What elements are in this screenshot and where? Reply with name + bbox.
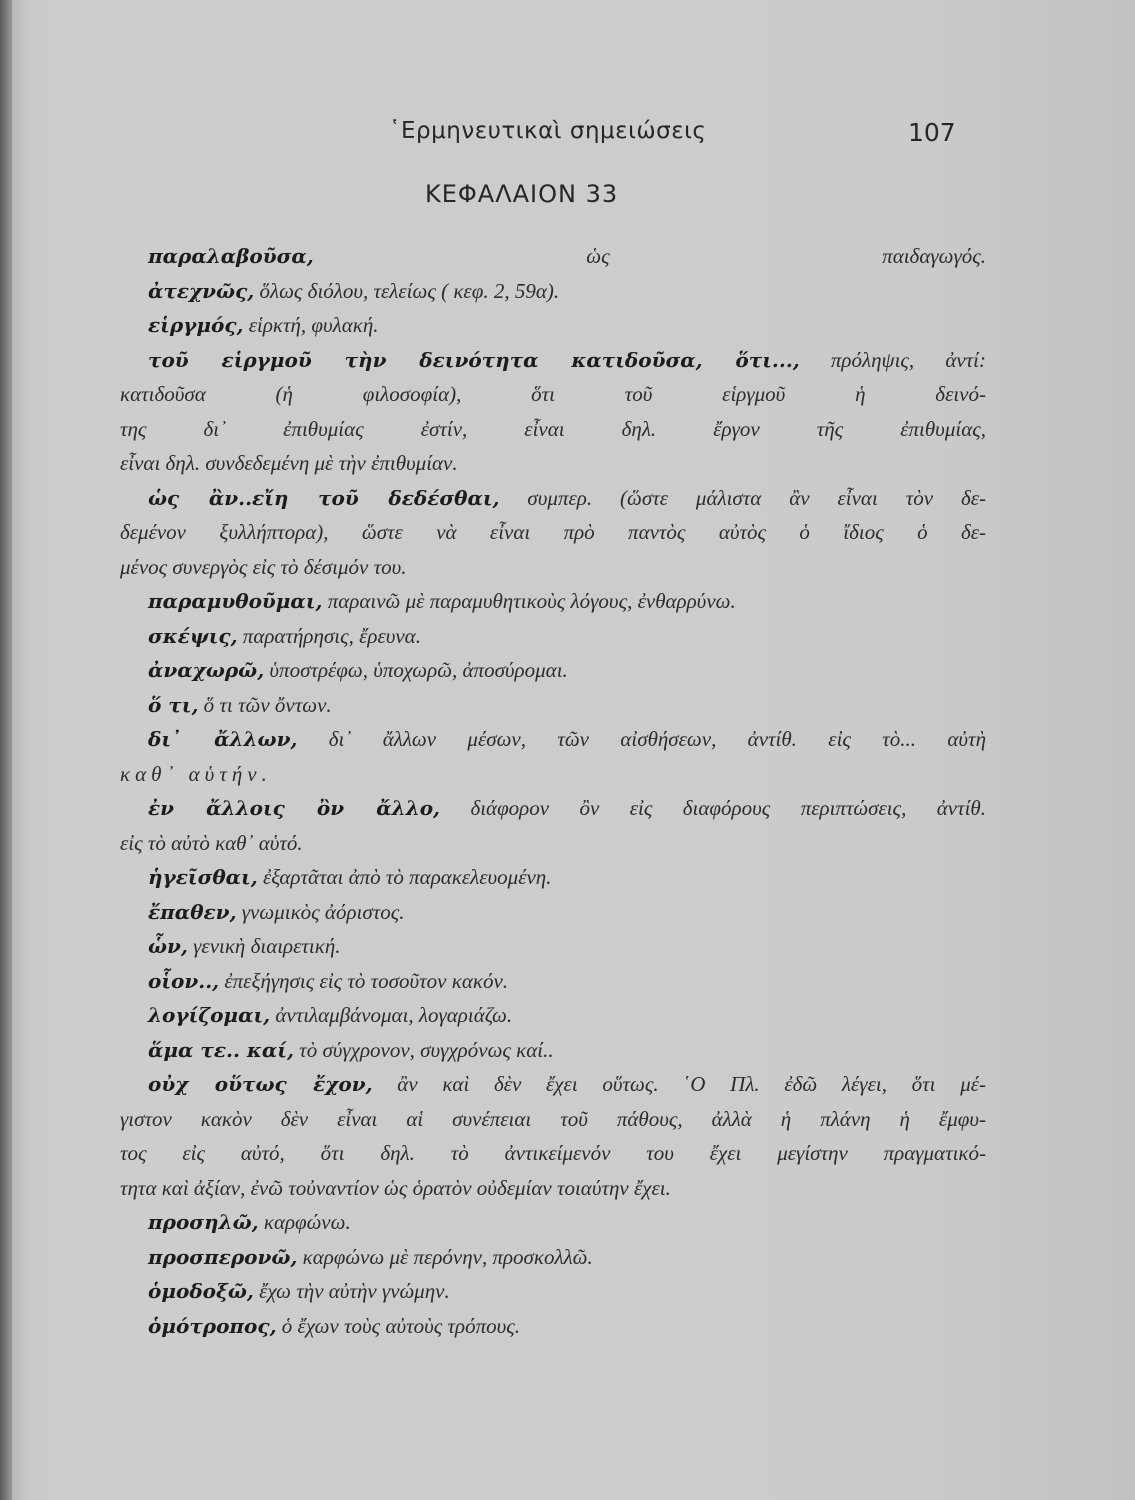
entry-line (148, 1067, 986, 1102)
lemma: ἔπαθεν, (148, 899, 237, 924)
gloss: δεμένον ξυλλήπτορα), ὥστε νὰ εἶναι πρὸ παντὸς αὐτὸς ὁ ἴδιος ὁ δε- (120, 520, 986, 544)
gloss: ἀντιλαμβάνομαι, λογαριάζω. (270, 1003, 513, 1027)
gloss: ἐξαρτᾶται ἀπὸ τὸ παρακελευομένη. (257, 865, 552, 889)
continuation-line (120, 1136, 986, 1171)
gloss: ὅ τι τῶν ὄντων. (198, 692, 332, 717)
lemma: ἀτεχνῶς, (148, 278, 255, 303)
gloss: γενικὴ διαιρετική. (187, 934, 341, 958)
entry-line (148, 791, 986, 826)
lemma: προσπερονῶ, (148, 1244, 298, 1269)
entry-line (148, 239, 986, 274)
gloss: παρατήρησις, ἔρευνα. (237, 623, 421, 648)
gloss: ὅλως διόλου, τελείως ( κεφ. 2, 59α). (254, 278, 560, 303)
entry-line (148, 308, 986, 343)
gloss: πρόληψις, ἀντί: (799, 347, 987, 372)
gloss: καρφώνω μὲ περόνην, προσκολλῶ. (297, 1244, 593, 1269)
lemma: τοῦ εἱργμοῦ τὴν δεινότητα κατιδοῦσα, ὅτι..., (148, 347, 800, 372)
chapter-title: ΚΕΦΑΛΑΙΟΝ 33 (425, 180, 619, 208)
gloss: εἰς τὸ αὐτὸ καθ᾽ αὑτό. (120, 830, 303, 855)
gloss: γνωμικὸς ἀόριστος. (236, 899, 405, 924)
continuation-line (120, 377, 986, 412)
lemma: ἡγεῖσθαι, (148, 865, 258, 889)
lemma: ἀναχωρῶ, (148, 658, 265, 682)
lemma: παραμυθοῦμαι, (148, 589, 323, 613)
continuation-line (120, 515, 986, 550)
lemma: λογίζομαι, (148, 1003, 271, 1027)
entry-line (148, 860, 986, 895)
lemma: ἐν ἄλλοις ὂν ἄλλο, (148, 796, 441, 820)
lemma: σκέψις, (148, 623, 238, 648)
gloss: καθ᾽ αὑτήν. (120, 761, 272, 786)
entry-line (148, 929, 986, 964)
gloss: ὑποστρέφω, ὑποχωρῶ, ἀποσύρομαι. (264, 658, 568, 682)
lemma: ὁμοδοξῶ, (148, 1279, 254, 1303)
lemma: ἅμα τε.. καί, (148, 1037, 294, 1062)
entry-line (148, 688, 986, 723)
entry-line (148, 653, 986, 688)
continuation-line (120, 412, 986, 447)
commentary-body (120, 239, 987, 1343)
lemma: ὅ τι, (148, 692, 199, 717)
gloss: δι᾽ ἄλλων μέσων, τῶν αἰσθήσεων, ἀντίθ. εἰς τὸ... αὐτὴ (297, 727, 986, 751)
entry-line (148, 584, 986, 619)
entry-line (148, 1205, 986, 1240)
lemma: παραλαβοῦσα, (148, 244, 314, 268)
gloss: τητα καὶ ἀξίαν, ἐνῶ τοὐναντίον ὡς ὁρατὸν οὐδεμίαν τοιαύτην ἔχει. (120, 1175, 671, 1200)
entry-line (148, 619, 986, 654)
entry-line (148, 481, 986, 516)
continuation-line (120, 757, 986, 792)
gloss: μένος συνεργὸς εἰς τὸ δέσιμόν του. (120, 554, 407, 579)
continuation-line (120, 446, 986, 481)
gloss: ἐπεξήγησις εἰς τὸ τοσοῦτον κακόν. (219, 968, 509, 993)
lemma: οἷον.., (148, 968, 220, 993)
lemma: ὡς ἂν..εἴη τοῦ δεδέσθαι, (148, 485, 500, 510)
entry-line (148, 1274, 986, 1309)
book-gutter (0, 0, 12, 1500)
lemma: οὐχ οὕτως ἔχον, (148, 1072, 373, 1096)
lemma: ὧν, (148, 934, 188, 958)
entry-line (148, 722, 986, 757)
page-number: 107 (908, 118, 956, 147)
gloss: κατιδοῦσα (ἡ φιλοσοφία), ὅτι τοῦ εἱργμοῦ ἡ δεινό- (120, 382, 986, 406)
lemma: προσηλῶ, (148, 1210, 259, 1234)
entry-line (148, 274, 986, 309)
entry-line (148, 1240, 986, 1275)
continuation-line (120, 1171, 986, 1206)
entry-line (148, 964, 986, 999)
gloss: διάφορον ὂν εἰς διαφόρους περιπτώσεις, ἀντίθ. (440, 796, 987, 820)
running-head: ῾Ερμηνευτικαὶ σημειώσεις (389, 118, 707, 144)
gloss: ἂν καὶ δὲν ἔχει οὕτως. ῾Ο Πλ. ἐδῶ λέγει, ὅτι μέ- (372, 1072, 986, 1096)
gloss: εἶναι δηλ. συνδεδεμένη μὲ τὴν ἐπιθυμίαν. (120, 451, 458, 475)
gloss: παραινῶ μὲ παραμυθητικοὺς λόγους, ἐνθαρρύνω. (322, 589, 736, 613)
gloss: ὁ ἔχων τοὺς αὐτοὺς τρόπους. (276, 1313, 521, 1338)
lemma: δι᾽ ἄλλων, (148, 727, 298, 751)
gloss: γιστον κακὸν δὲν εἶναι αἱ συνέπειαι τοῦ πάθους, ἀλλὰ ἡ πλάνη ἡ ἔμφυ- (120, 1106, 986, 1131)
gloss: ὡς παιδαγωγός. (313, 244, 986, 268)
gloss: συμπερ. (ὥστε μάλιστα ἂν εἶναι τὸν δε- (499, 485, 986, 510)
continuation-line (120, 550, 986, 585)
gloss: καρφώνω. (258, 1210, 351, 1234)
gloss: τὸ σύγχρονον, συγχρόνως καί.. (293, 1037, 554, 1062)
continuation-line (120, 1102, 986, 1137)
entry-line (148, 895, 986, 930)
lemma: εἱργμός, (148, 313, 244, 337)
entry-line (148, 1033, 986, 1068)
continuation-line (120, 826, 986, 861)
entry-line (148, 343, 986, 378)
gloss: ἔχω τὴν αὐτὴν γνώμην. (253, 1279, 450, 1303)
lemma: ὁμότροπος, (148, 1313, 277, 1338)
gloss: της δι᾽ ἐπιθυμίας ἐστίν, εἶναι δηλ. ἔργον τῆς ἐπιθυμίας, (120, 416, 986, 441)
entry-line (148, 1309, 986, 1344)
gloss: τος εἰς αὐτό, ὅτι δηλ. τὸ ἀντικείμενόν του ἔχει μεγίστην πραγματικό- (120, 1141, 986, 1165)
entry-line (148, 998, 986, 1033)
gloss: εἱρκτή, φυλακή. (243, 313, 379, 337)
